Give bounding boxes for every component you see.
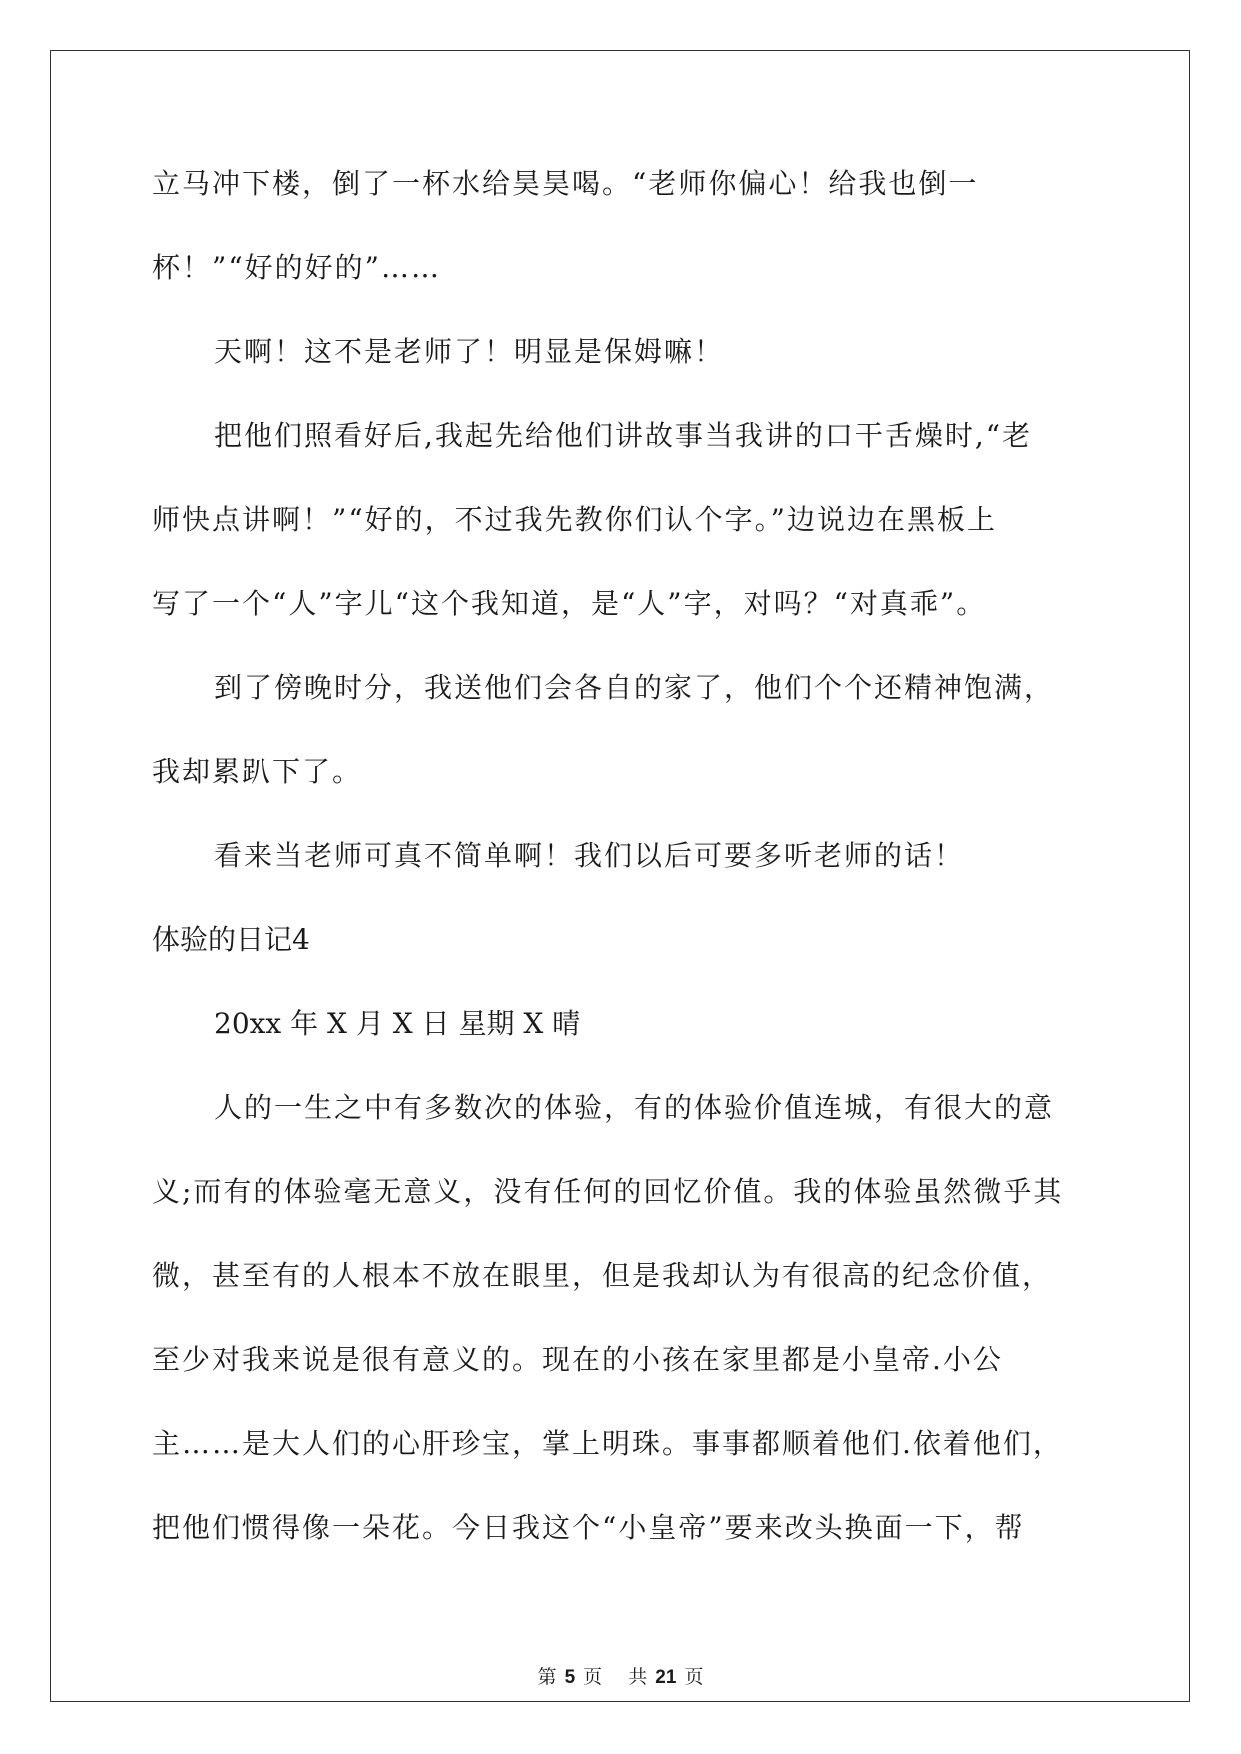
footer-page-suffix: 页 <box>583 1666 603 1688</box>
text-line: 天啊！这不是老师了！明显是保姆嘛！ <box>214 335 725 368</box>
text-line: 师快点讲啊！”“好的，不过我先教你们认个字。”边说边在黑板上 <box>152 503 997 536</box>
footer-total-pages: 21 <box>655 1667 677 1688</box>
text-line: 看来当老师可真不简单啊！我们以后可要多听老师的话！ <box>214 839 965 872</box>
text-line: 主……是大人们的心肝珍宝，掌上明珠。事事都顺着他们.依着他们， <box>152 1427 1063 1460</box>
diary-date: 20xx 年 X 月 X 日 星期 X 晴 <box>214 1007 581 1040</box>
footer-total-suffix: 页 <box>684 1666 704 1688</box>
document-body <box>152 142 1112 1570</box>
text-line: 把他们惯得像一朵花。今日我这个“小皇帝”要来改头换面一下，帮 <box>152 1511 1025 1544</box>
text-line: 到了傍晚时分，我送他们会各自的家了，他们个个还精神饱满， <box>214 671 1055 704</box>
text-line: 杯！”“好的好的”…… <box>152 251 441 284</box>
text-line: 我却累趴下了。 <box>152 755 363 788</box>
footer-total-prefix: 共 <box>628 1666 648 1688</box>
text-line: 微，甚至有的人根本不放在眼里，但是我却认为有很高的纪念价值， <box>152 1259 1053 1292</box>
text-line: 至少对我来说是很有意义的。现在的小孩在家里都是小皇帝.小公 <box>152 1343 1003 1376</box>
page-footer <box>0 1662 1241 1689</box>
text-line: 义;而有的体验毫无意义，没有任何的回忆价值。我的体验虽然微乎其 <box>152 1175 1064 1208</box>
text-line: 人的一生之中有多数次的体验，有的体验价值连城，有很大的意 <box>214 1091 1055 1124</box>
text-line: 写了一个“人”字儿“这个我知道，是“人”字，对吗？“对真乖”。 <box>152 587 987 620</box>
footer-page-prefix: 第 <box>537 1666 557 1688</box>
section-heading: 体验的日记4 <box>152 923 310 956</box>
footer-page-number: 5 <box>564 1667 576 1688</box>
text-line: 把他们照看好后,我起先给他们讲故事当我讲的口干舌燥时,“老 <box>214 419 1033 452</box>
text-line: 立马冲下楼，倒了一杯水给昊昊喝。“老师你偏心！给我也倒一 <box>152 167 979 200</box>
